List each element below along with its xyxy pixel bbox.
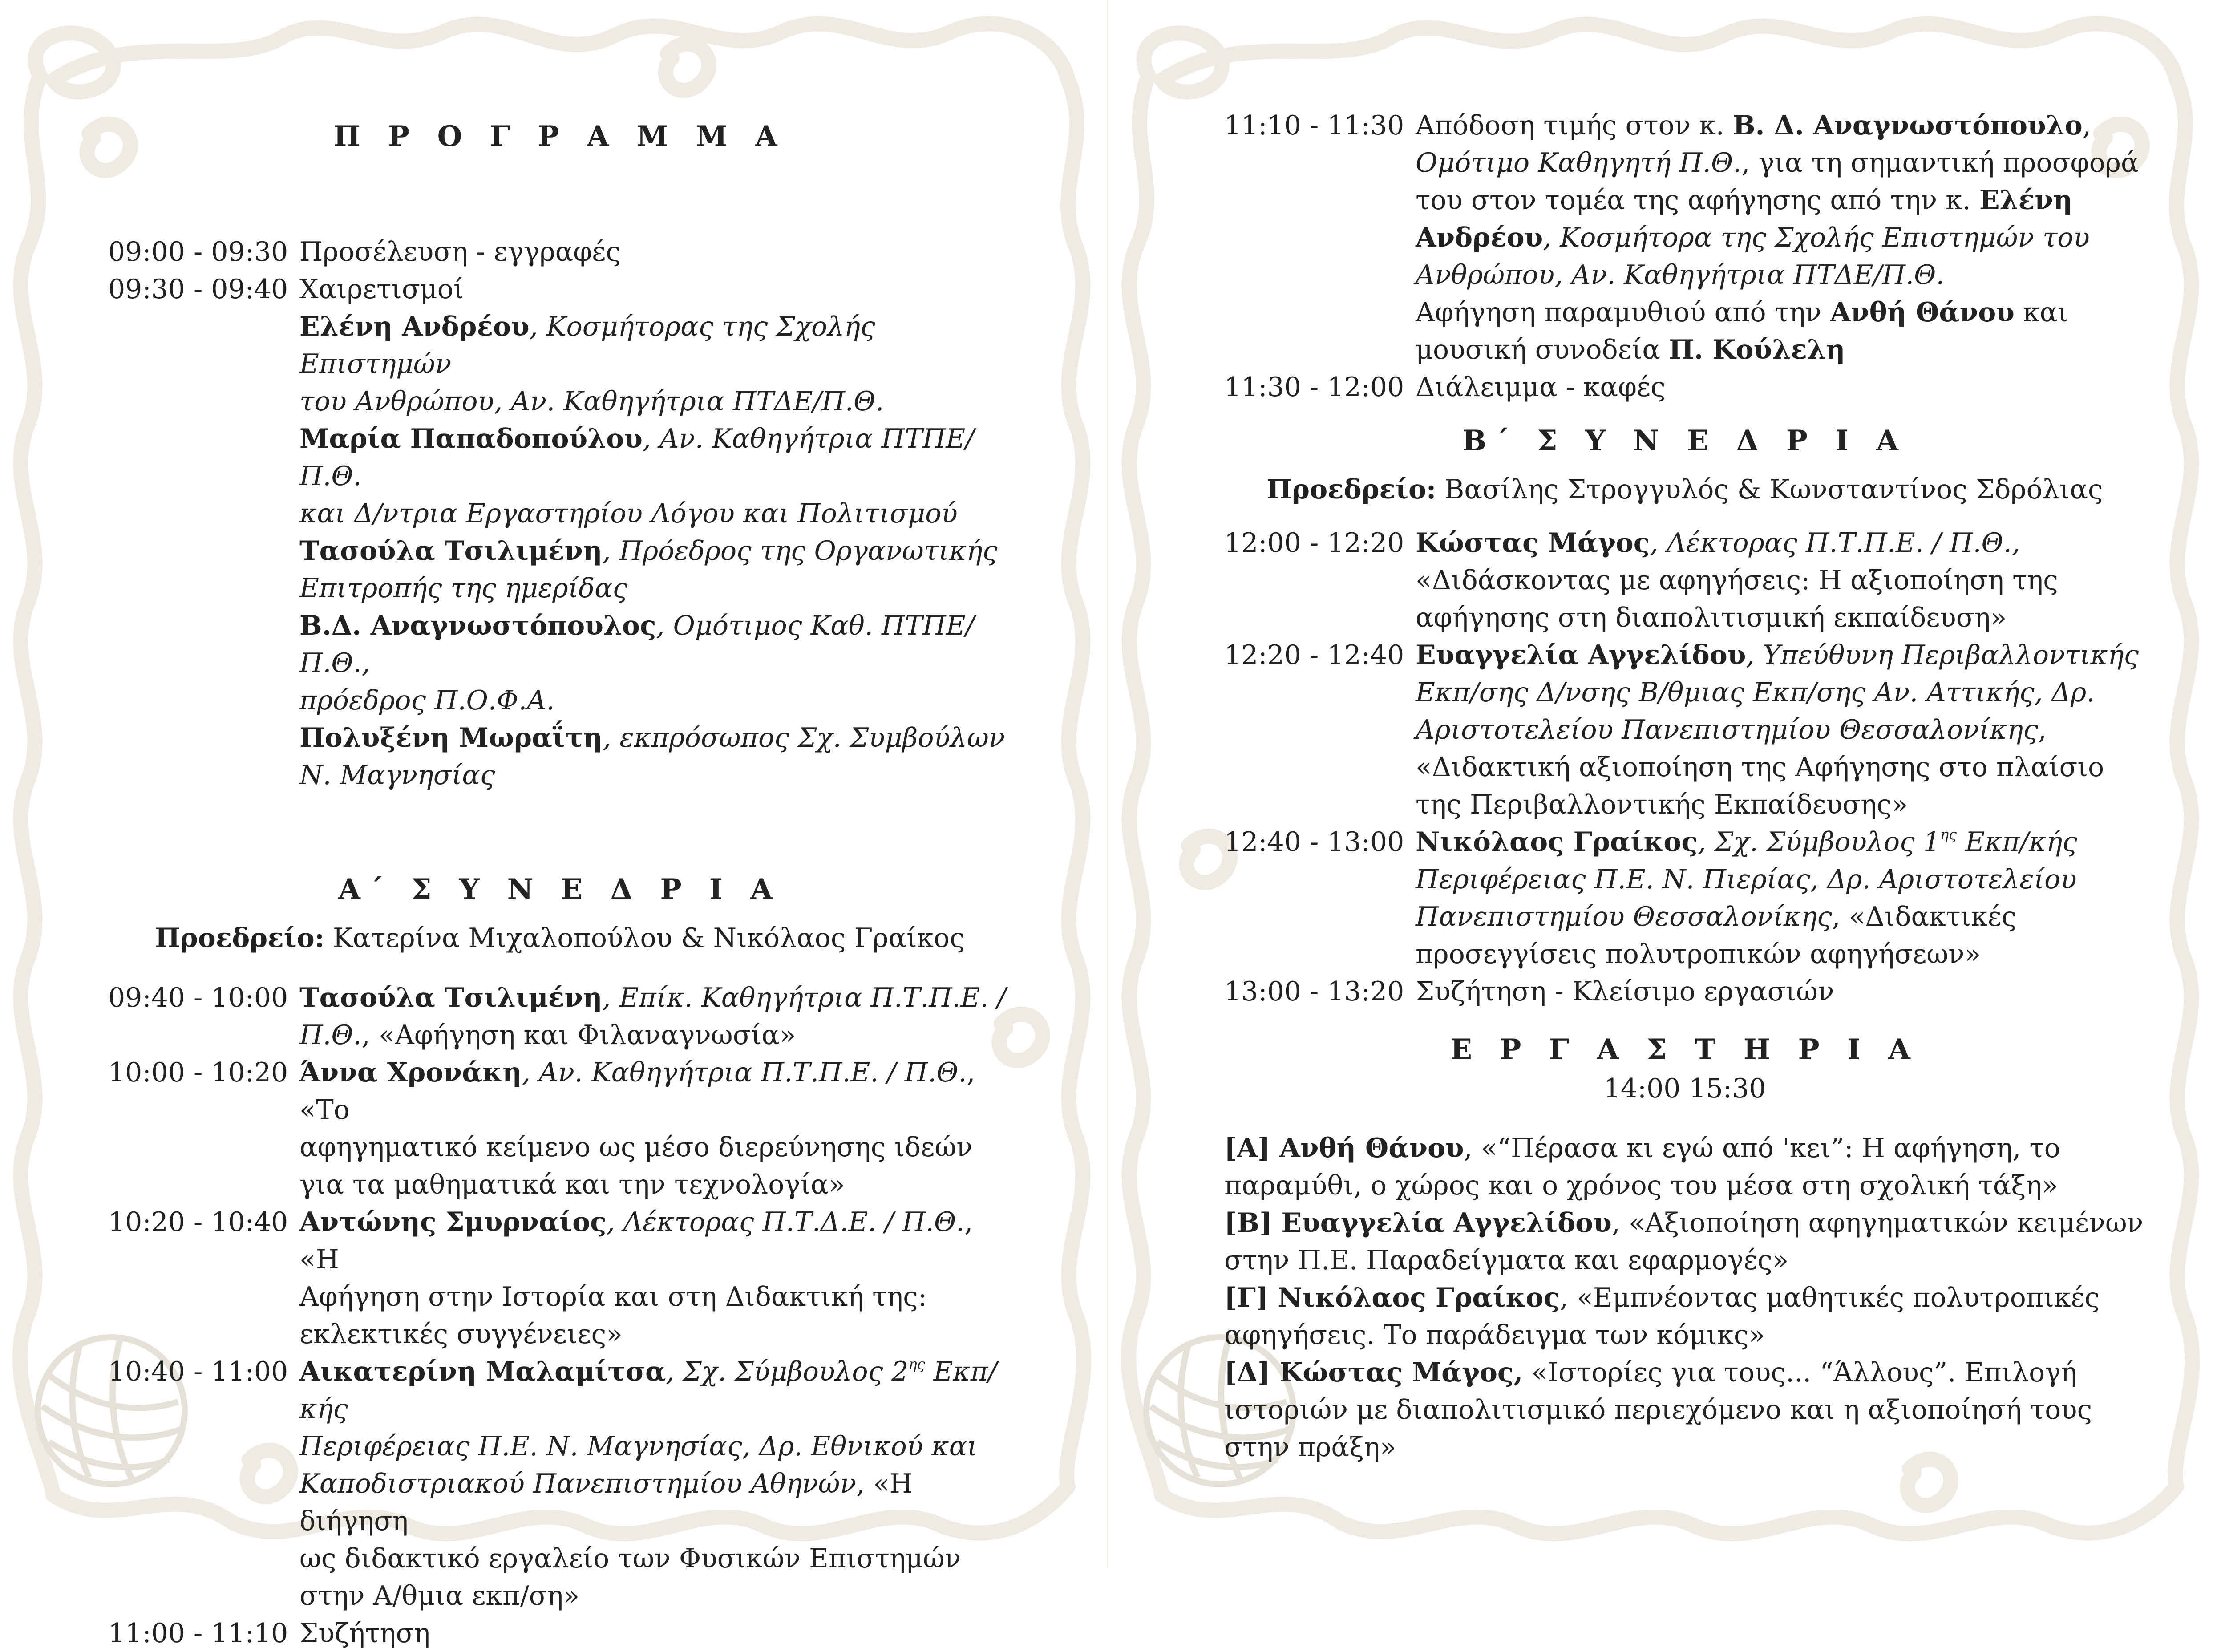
opening-schedule	[108, 233, 1011, 794]
affiliation-text: Καποδιστριακού Πανεπιστημίου Αθηνών	[299, 1468, 857, 1499]
talk-text: , για τη σημαντική προσφορά	[1741, 147, 2139, 178]
talk-text: ως διδακτικό εργαλείο των Φυσικών Επιστημών	[299, 1543, 961, 1574]
speaker-name: Ελένη	[1979, 185, 2073, 216]
time-slot: 09:30 - 09:40	[108, 274, 288, 305]
text-line	[299, 308, 1011, 383]
time-slot: 10:20 - 10:40	[108, 1207, 288, 1238]
schedule-row	[1224, 368, 2145, 406]
schedule-row	[108, 532, 1011, 607]
schedule-row	[108, 1615, 1011, 1652]
talk-text: Αφήγηση στην Ιστορία και στη Διδακτική της:	[299, 1281, 927, 1312]
text-line	[299, 1577, 1011, 1615]
text-line	[299, 1166, 1011, 1203]
text-line	[1416, 182, 2145, 219]
affiliation-text: Εκπ/σης Δ/νσης Β/θμιας Εκπ/σης Αν. Αττικής, Δρ.	[1416, 677, 2095, 708]
text-line	[299, 532, 1011, 570]
affiliation-text: Ανθρώπου, Αν. Καθηγήτρια ΠΤΔΕ/Π.Θ.	[1416, 259, 1945, 291]
time-slot: 10:00 - 10:20	[108, 1057, 288, 1088]
affiliation-text: , Λέκτορας Π.Τ.Δ.Ε. / Π.Θ.	[606, 1207, 965, 1238]
workshop-item	[1224, 1130, 2145, 1204]
affiliation-text: , Πρόεδρος της Οργανωτικής	[602, 535, 998, 567]
text-line	[299, 1316, 1011, 1353]
affiliation-text: και Δ/ντρια Εργαστηρίου Λόγου και Πολιτισμού	[299, 498, 958, 529]
affiliation-text: πρόεδρος Π.Ο.Φ.Α.	[299, 685, 555, 716]
text-line	[299, 979, 1011, 1016]
right-column	[1224, 107, 2145, 1466]
text-line	[299, 271, 1011, 308]
talk-text: αφηγηματικό κείμενο ως μέσο διερεύνησης ιδεών	[299, 1132, 973, 1163]
text-line	[1416, 898, 2145, 935]
speaker-name: [Β] Ευαγγελία Αγγελίδου	[1224, 1207, 1612, 1239]
talk-text: , «Η	[299, 1207, 973, 1275]
time-slot: 13:00 - 13:20	[1224, 976, 1404, 1007]
affiliation-text: , Κοσμήτορα της Σχολής Επιστημών του	[1543, 222, 2090, 253]
schedule-entry	[1416, 823, 2145, 973]
time-slot: 09:00 - 09:30	[108, 236, 288, 267]
affiliation-text: , Υπεύθυνη Περιβαλλοντικής	[1746, 640, 2139, 671]
left-page	[0, 0, 1108, 1649]
text-line	[1224, 1242, 2145, 1279]
schedule-row	[108, 1203, 1011, 1353]
affiliation-text: Εκπ/κής	[1957, 826, 2077, 858]
speaker-name: [Γ] Νικόλαος Γραίκος	[1224, 1282, 1560, 1313]
text-line	[1416, 524, 2145, 562]
speaker-name: Τασούλα Τσιλιμένη	[299, 535, 603, 567]
affiliation-text: Π.Θ.	[299, 1020, 362, 1051]
session-b-schedule	[1224, 524, 2145, 1010]
speaker-name: Τασούλα Τσιλιμένη	[299, 982, 603, 1013]
schedule-entry	[299, 719, 1011, 794]
time-slot: 09:40 - 10:00	[108, 982, 288, 1013]
text-line	[1224, 1279, 2145, 1316]
schedule-entry	[299, 1353, 1011, 1615]
text-line	[1416, 256, 2145, 294]
workshops-list	[1224, 1130, 2145, 1466]
text-line	[1416, 368, 2145, 406]
speaker-name: Αντώνης Σμυρναίος	[299, 1207, 607, 1238]
affiliation-text: , Αν. Καθηγήτρια ΠΤΠΕ/Π.Θ.	[299, 423, 975, 492]
text-line	[1416, 973, 2145, 1010]
presidium-names: Βασίλης Στρογγυλός & Κωνσταντίνος Σδρόλιας	[1436, 474, 2103, 505]
workshops-time: 14:00 15:30	[1603, 1073, 1766, 1104]
talk-text: Αφήγηση παραμυθιού από την	[1416, 297, 1830, 328]
speaker-name: Πολυξένη Μωραΐτη	[299, 722, 603, 753]
speaker-name: Β. Δ. Αναγνωστόπουλο	[1732, 110, 2083, 141]
affiliation-text: Ν. Μαγνησίας	[299, 760, 495, 791]
schedule-row	[1224, 524, 2145, 636]
schedule-row	[108, 1054, 1011, 1203]
text-line	[299, 383, 1011, 420]
speaker-name: Ελένη Ανδρέου	[299, 311, 530, 342]
text-line	[1416, 219, 2145, 256]
text-line	[1224, 1130, 2145, 1167]
text-line	[1224, 1204, 2145, 1242]
talk-text: στην Α/θμια εκπ/ση»	[299, 1580, 580, 1612]
time-slot: 12:00 - 12:20	[1224, 527, 1404, 559]
workshops-title: Ε Ρ Γ Α Σ Τ Η Ρ Ι Α	[1450, 1033, 1919, 1066]
text-line	[1224, 1167, 2145, 1204]
schedule-entry	[299, 233, 1011, 271]
schedule-entry	[1416, 368, 2145, 406]
talk-text: ,	[2038, 714, 2047, 745]
schedule-entry	[1416, 107, 2145, 368]
affiliation-text: Επιτροπής της ημερίδας	[299, 573, 628, 604]
talk-text: Προσέλευση - εγγραφές	[299, 236, 621, 267]
text-line	[1416, 144, 2145, 182]
talk-text: , «Αφήγηση και Φιλαναγνωσία»	[361, 1020, 796, 1051]
affiliation-text: , Ομότιμος Καθ. ΠΤΠΕ/Π.Θ.,	[299, 610, 975, 679]
workshop-item	[1224, 1354, 2145, 1466]
speaker-name: Β.Δ. Αναγνωστόπουλος	[299, 610, 656, 641]
affiliation-text: Πανεπιστημίου Θεσσαλονίκης	[1416, 901, 1832, 932]
talk-text: στην Π.Ε. Παραδείγματα και εφαρμογές»	[1224, 1245, 1789, 1276]
time-slot: 12:40 - 13:00	[1224, 826, 1404, 858]
schedule-entry	[299, 1615, 1011, 1652]
text-line	[299, 1129, 1011, 1166]
time-slot: 12:20 - 12:40	[1224, 640, 1404, 671]
schedule-row	[108, 719, 1011, 794]
text-line	[299, 607, 1011, 682]
text-line	[299, 233, 1011, 271]
text-line	[1416, 711, 2145, 749]
right-page	[1108, 0, 2217, 1567]
text-line	[1416, 786, 2145, 823]
schedule-row	[108, 271, 1011, 308]
schedule-entry	[1416, 636, 2145, 823]
session-a-title: Α΄ Σ Υ Ν Ε Δ Ρ Ι Α	[338, 873, 781, 906]
schedule-entry	[1416, 524, 2145, 636]
text-line	[1224, 1354, 2145, 1391]
speaker-name: Π. Κούλελη	[1668, 334, 1845, 365]
affiliation-text: Περιφέρειας Π.Ε. Ν. Πιερίας, Δρ. Αριστοτελείου	[1416, 864, 2077, 895]
text-line	[1416, 294, 2145, 331]
schedule-entry	[299, 1203, 1011, 1353]
workshop-item	[1224, 1279, 2145, 1354]
programme-title: Π Ρ Ο Γ Ρ Α Μ Μ Α	[333, 120, 786, 153]
speaker-name: Άννα Χρονάκη	[299, 1057, 522, 1088]
schedule-row	[1224, 973, 2145, 1010]
text-line	[299, 1278, 1011, 1316]
talk-text: Διάλειμμα - καφές	[1416, 372, 1666, 403]
text-line	[299, 420, 1011, 495]
talk-text: «Διδάσκοντας με αφηγήσεις: Η αξιοποίηση της	[1416, 565, 2058, 596]
time-slot: 11:10 - 11:30	[1224, 110, 1404, 141]
time-slot: 10:40 - 11:00	[108, 1356, 288, 1387]
text-line	[299, 570, 1011, 607]
workshop-item	[1224, 1204, 2145, 1279]
session-b-presidium	[1224, 471, 2145, 508]
ordinal-suffix: ης	[908, 1356, 925, 1373]
talk-text: , «Αξιοποίηση αφηγηματικών κειμένων	[1611, 1207, 2144, 1239]
talk-text: της Περιβαλλοντικής Εκπαίδευσης»	[1416, 789, 1908, 820]
speaker-name: Αικατερίνη Μαλαμίτσα	[299, 1356, 666, 1387]
text-line	[1416, 674, 2145, 711]
speaker-name: Κώστας Μάγος	[1416, 527, 1650, 559]
talk-text: μουσική συνοδεία	[1416, 334, 1669, 365]
schedule-entry	[1416, 973, 2145, 1010]
speaker-name: Ευαγγελία Αγγελίδου	[1416, 640, 1746, 671]
text-line	[299, 495, 1011, 532]
session-a-presidium	[108, 919, 1011, 957]
ordinal-suffix: ης	[1940, 826, 1957, 843]
affiliation-text: , Κοσμήτορας της Σχολής Επιστημών	[299, 311, 875, 380]
text-line	[299, 1054, 1011, 1129]
affiliation-text: , Αν. Καθηγήτρια Π.Τ.Π.Ε. / Π.Θ.	[522, 1057, 967, 1088]
talk-text: , «“Πέρασα κι εγώ από 'κει”: Η αφήγηση, το	[1464, 1133, 2060, 1164]
talk-text: Απόδοση τιμής στον κ.	[1416, 110, 1733, 141]
text-line	[299, 1615, 1011, 1652]
schedule-row	[1224, 107, 2145, 368]
text-line	[299, 1016, 1011, 1054]
schedule-row	[108, 607, 1011, 719]
affiliation-text: Ομότιμο Καθηγητή Π.Θ.	[1416, 147, 1742, 178]
text-line	[299, 757, 1011, 794]
text-line	[1416, 331, 2145, 368]
schedule-entry	[299, 607, 1011, 719]
schedule-row	[108, 233, 1011, 271]
time-slot: 11:00 - 11:10	[108, 1618, 288, 1649]
speaker-name: Νικόλαος Γραίκος	[1416, 826, 1698, 858]
schedule-row	[108, 1353, 1011, 1615]
talk-text: του στον τομέα της αφήγησης από την κ.	[1416, 185, 1979, 216]
text-line	[1416, 861, 2145, 898]
schedule-entry	[299, 420, 1011, 532]
text-line	[1416, 107, 2145, 144]
talk-text: εκλεκτικές συγγένειες»	[299, 1319, 623, 1350]
award-schedule	[1224, 107, 2145, 406]
schedule-entry	[299, 979, 1011, 1054]
session-a-schedule	[108, 979, 1011, 1652]
affiliation-text: , Επίκ. Καθηγήτρια Π.Τ.Π.Ε. /	[602, 982, 1006, 1013]
time-slot: 11:30 - 12:00	[1224, 372, 1404, 403]
presidium-label: Προεδρείο:	[155, 923, 324, 954]
talk-text: παραμύθι, ο χώρος και ο χρόνος του μέσα στη σχολική τάξη»	[1224, 1170, 2058, 1201]
speaker-name: Ανδρέου	[1416, 222, 1543, 253]
talk-text: Χαιρετισμοί	[299, 274, 464, 305]
text-line	[1224, 1316, 2145, 1354]
schedule-row	[108, 308, 1011, 420]
talk-text: «Διδακτική αξιοποίηση της Αφήγησης στο πλαίσιο	[1416, 752, 2104, 783]
talk-text: , «Το	[299, 1057, 975, 1126]
schedule-row	[108, 420, 1011, 532]
talk-text: για τα μαθηματικά και την τεχνολογία»	[299, 1169, 845, 1200]
affiliation-text: Αριστοτελείου Πανεπιστημίου Θεσσαλονίκης	[1416, 714, 2038, 745]
talk-text: Συζήτηση - Κλείσιμο εργασιών	[1416, 976, 1834, 1007]
text-line	[1224, 1391, 2145, 1429]
text-line	[1416, 823, 2145, 861]
talk-text: και	[2014, 297, 2068, 328]
speaker-name: [Α] Ανθή Θάνου	[1224, 1133, 1464, 1164]
talk-text: ιστοριών με διαπολιτισμικό περιεχόμενο και η αξιοποίησή τους	[1224, 1394, 2092, 1425]
affiliation-text: , Λέκτορας Π.Τ.Π.Ε. / Π.Θ.,	[1650, 527, 2020, 559]
affiliation-text: , εκπρόσωπος Σχ. Συμβούλων	[603, 722, 1005, 753]
text-line	[299, 719, 1011, 757]
talk-text: αφήγησης στη διαπολιτισμική εκπαίδευση»	[1416, 602, 2007, 633]
left-column	[108, 117, 1011, 1652]
presidium-names: Κατερίνα Μιχαλοπούλου & Νικόλαος Γραίκος	[324, 923, 965, 954]
text-line	[1416, 935, 2145, 973]
text-line	[1224, 1429, 2145, 1466]
affiliation-text: , Σχ. Σύμβουλος 1	[1697, 826, 1941, 858]
text-line	[299, 1428, 1011, 1465]
schedule-entry	[299, 532, 1011, 607]
presidium-label: Προεδρείο:	[1266, 474, 1436, 505]
schedule-entry	[299, 271, 1011, 308]
schedule-row	[1224, 636, 2145, 823]
schedule-row	[108, 979, 1011, 1054]
talk-text: ,	[2082, 110, 2091, 141]
talk-text: προσεγγίσεις πολυτροπικών αφηγήσεων»	[1416, 939, 1981, 970]
text-line	[1416, 636, 2145, 674]
schedule-row	[1224, 823, 2145, 973]
schedule-entry	[299, 308, 1011, 420]
talk-text: αφηγήσεις. Το παράδειγμα των κόμικς»	[1224, 1320, 1765, 1351]
schedule-entry	[299, 1054, 1011, 1203]
talk-text: , «Η διήγηση	[299, 1468, 913, 1537]
affiliation-text: Περιφέρειας Π.Ε. Ν. Μαγνησίας, Δρ. Εθνικού και	[299, 1431, 978, 1462]
text-line	[299, 1353, 1011, 1428]
talk-text: , «Διδακτικές	[1832, 901, 2017, 932]
affiliation-text: του Ανθρώπου, Αν. Καθηγήτρια ΠΤΔΕ/Π.Θ.	[299, 386, 884, 417]
talk-text: , «Εμπνέοντας μαθητικές πολυτροπικές	[1560, 1282, 2100, 1313]
session-b-title: Β΄ Σ Υ Ν Ε Δ Ρ Ι Α	[1462, 424, 1907, 458]
text-line	[299, 682, 1011, 719]
speaker-name: Μαρία Παπαδοπούλου	[299, 423, 643, 454]
talk-text: Συζήτηση	[299, 1618, 430, 1649]
talk-text: στην πράξη»	[1224, 1432, 1396, 1463]
text-line	[299, 1540, 1011, 1577]
text-line	[299, 1465, 1011, 1540]
affiliation-text: , Σχ. Σύμβουλος 2	[666, 1356, 909, 1387]
speaker-name: Ανθή Θάνου	[1830, 297, 2015, 328]
text-line	[1416, 749, 2145, 786]
text-line	[299, 1203, 1011, 1278]
text-line	[1416, 562, 2145, 599]
speaker-name: [Δ] Κώστας Μάγος,	[1224, 1357, 1523, 1388]
talk-text: «Ιστορίες για τους... “Άλλους”. Επιλογή	[1523, 1357, 2077, 1388]
text-line	[1416, 599, 2145, 636]
affiliation-text: Εκπ/κής	[299, 1356, 997, 1425]
